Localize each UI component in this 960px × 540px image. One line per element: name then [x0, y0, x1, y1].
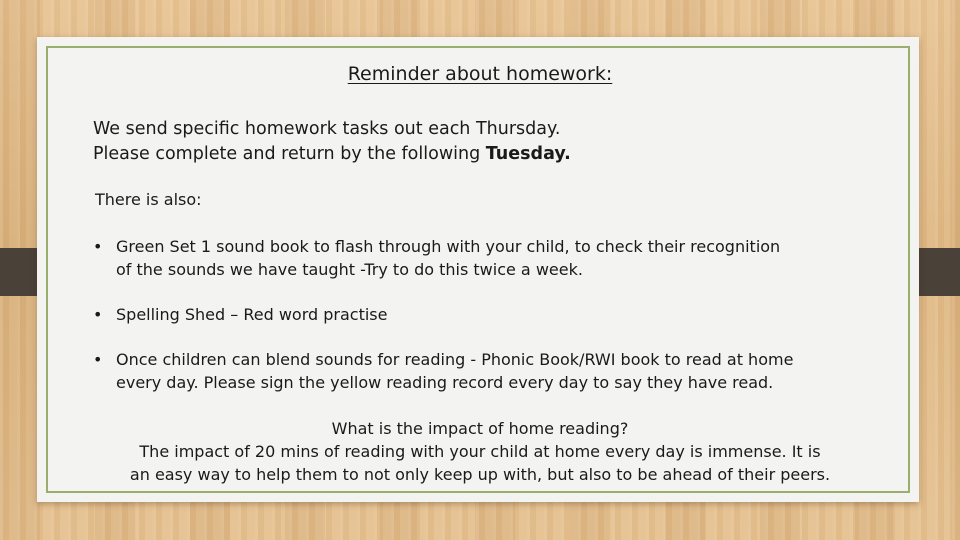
slide-title: [0, 61, 960, 87]
intro-line-2-bold-day: Tuesday.: [485, 144, 571, 164]
bullet-list: [93, 235, 883, 394]
list-item-line: every day. Please sign the yellow reading record every day to say they have read.: [116, 373, 774, 392]
list-item-line: of the sounds we have taught -Try to do this twice a week.: [116, 260, 583, 279]
slide-title-text: Reminder about homework:: [347, 63, 613, 85]
there-is-also-heading: There is also:: [95, 190, 202, 209]
bullet-dot-icon: •: [93, 350, 103, 369]
bullet-dot-icon: •: [93, 305, 103, 324]
list-item: [93, 303, 883, 326]
bullet-dot-icon: •: [93, 237, 103, 256]
list-item-line: Green Set 1 sound book to flash through with your child, to check their recognition: [116, 237, 781, 256]
list-item: [93, 235, 883, 281]
intro-line-2-text: Please complete and return by the following: [93, 144, 481, 164]
intro-paragraph: [93, 117, 571, 167]
impact-question: What is the impact of home reading?: [331, 419, 629, 438]
impact-paragraph: [60, 417, 900, 486]
list-item-line: Spelling Shed – Red word practise: [116, 305, 388, 324]
list-item-line: Once children can blend sounds for reading - Phonic Book/RWI book to read at home: [116, 350, 794, 369]
intro-line-2: [93, 142, 571, 167]
list-item: [93, 348, 883, 394]
impact-line-2: an easy way to help them to not only keep up with, but also to be ahead of their peers.: [129, 465, 831, 484]
impact-line-1: The impact of 20 mins of reading with your child at home every day is immense. It is: [139, 442, 821, 461]
intro-line-1: We send specific homework tasks out each Thursday.: [93, 119, 561, 139]
